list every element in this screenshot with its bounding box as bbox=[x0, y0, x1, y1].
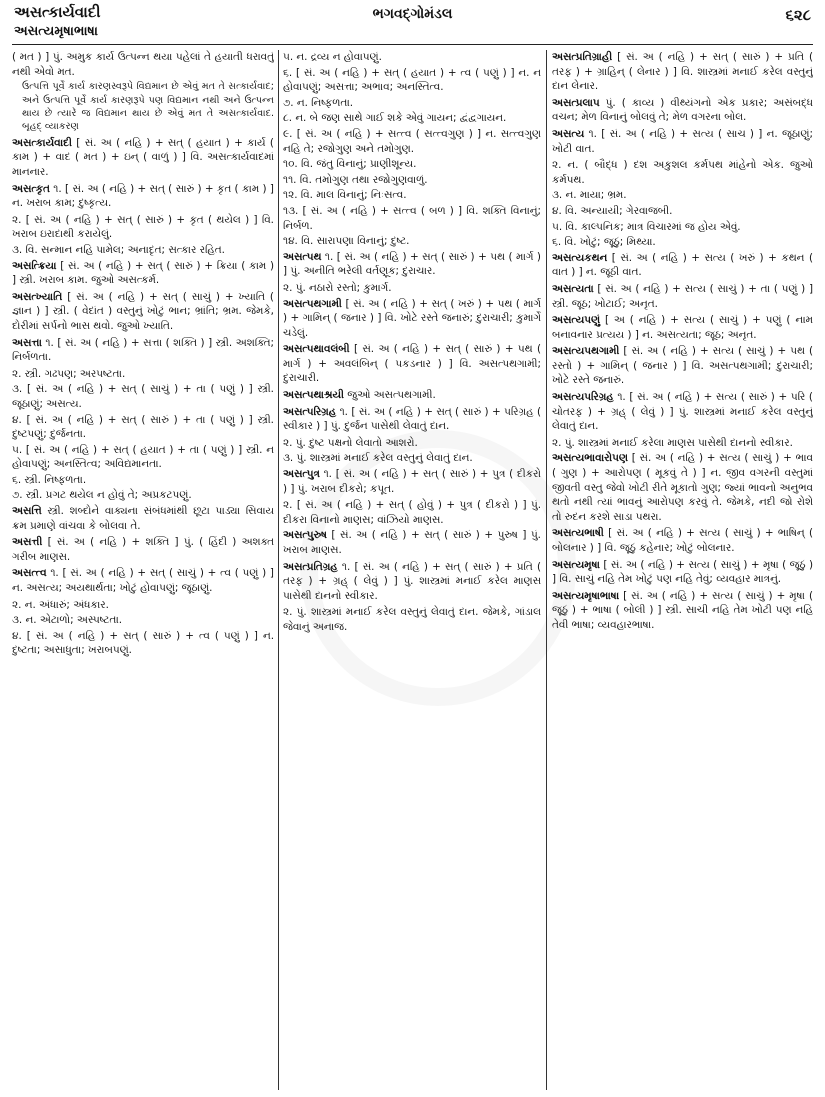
dictionary-entry bbox=[552, 526, 813, 555]
entry-sense bbox=[283, 204, 541, 233]
headword: અસત્પ્રતિગ્રહ bbox=[283, 560, 338, 573]
dictionary-entry bbox=[12, 535, 274, 564]
dictionary-entry bbox=[552, 344, 813, 388]
dictionary-entry bbox=[12, 504, 274, 533]
dictionary-entry bbox=[283, 405, 541, 434]
definition-text: [ સં. અ ( નહિ ) + સત્ ( ખરું ) + પથ ( માર્ગ ) + ગામિન્ ( જનાર ) ] વિ. ખોટે રસ્તે જનારું; દુરાચારી; કુમાર્ગે ચડેલું. bbox=[283, 297, 541, 339]
definition-text: [ સં. અ ( નહિ ) + સત્ય ( સાચું ) + મૃષા ( જૂઠું ) + ભાષા ( બોલી ) ] સ્ત્રી. સાચી નહિ તેમ ખોટી પણ નહિ તેવી ભાષા; વ્યવહારભાષા. bbox=[552, 589, 813, 631]
definition-text: ૧૩. [ સં. અ ( નહિ ) + સત્ત્વ ( બળ ) ] વિ. શક્તિ વિનાનું; નિર્બળ. bbox=[283, 204, 541, 232]
headword: અસત્ખ્યાતિ bbox=[12, 290, 63, 303]
headword: અસત્ત્વ bbox=[12, 567, 47, 580]
definition-text: [ સં. અ ( નહિ ) + સત્ ( સારું ) + પુરુષ ] પું. ખરાબ માણસ. bbox=[283, 529, 541, 556]
definition-text: ૩. ન. એટાળો; અસ્પષ્ટતા. bbox=[12, 614, 123, 627]
definition-text: જુઓ અસત્પથગામી. bbox=[343, 389, 436, 402]
definition-text: [ સં. અ ( નહિ ) + સત્ય ( સાચું ) + મૃષા ( જૂઠું ) ] વિ. સાચું નહિ તેમ ખોટું પણ નહિ તેવું; વ્યવહાર માત્રનું. bbox=[552, 558, 813, 586]
entry-sense bbox=[283, 111, 541, 126]
dictionary-entry bbox=[552, 127, 813, 156]
definition-text: ૧. [ સં. અ ( નહિ ) + સત્ ( સારું ) + પથ ( માર્ગ ) ] પું. અનીતિ ભરેલી વર્તણૂક; દુરાચાર. bbox=[283, 250, 541, 278]
headword: અસત્યમૃષા bbox=[552, 558, 600, 571]
headword: અસત્યપણું bbox=[552, 314, 601, 327]
definition-text: સ્ત્રી. શબ્દોને વાક્યના સંબંધમાંથી છૂટા પાડ્યા સિવાય ક્રમ પ્રમાણે વાંચવા કે બોલવા તે. bbox=[12, 505, 274, 532]
dictionary-entry bbox=[283, 250, 541, 279]
headword: અસત્યપરિગ્રહ bbox=[552, 391, 614, 404]
headword: અસત્યભાષી bbox=[552, 527, 604, 540]
entry-note bbox=[22, 80, 274, 134]
entry-sense bbox=[12, 613, 274, 628]
entry-sense bbox=[283, 281, 541, 296]
definition-text: ૨. પું. દુષ્ટ પક્ષનો લેવાતો આશરો. bbox=[283, 436, 418, 449]
dictionary-entry bbox=[552, 282, 813, 311]
headword: અસત્પ્રલાપ bbox=[552, 96, 600, 109]
entry-sense bbox=[552, 235, 813, 250]
entry-sense bbox=[12, 243, 274, 258]
definition-text: ઉત્પત્તિ પૂર્વે કાર્ય કારણસ્વરૂપે વિદ્યમાન છે એવું મત તે સત્કાર્યવાદ; અને ઉત્પત્તિ પૂર્વે કાર્ય કારણરૂપે પણ વિદ્યમાન નથી અને ઉત્પન્ન થાય છે ત્યારે જ વિદ્યમાન થાય છે એવું મત તે અસત્કાર્યવાદ. બૃહદ્ વ્યાકરણ bbox=[22, 81, 274, 133]
headword: અસત્પથાશ્રયી bbox=[283, 389, 344, 402]
definition-text: ૩. [ સં. અ ( નહિ ) + સત્ ( સાચું ) + તા ( પણું ) ] સ્ત્રી. જૂઠાણું; અસત્ય. bbox=[12, 383, 274, 410]
definition-text: ૬. [ સં. અ ( નહિ ) + સત્ ( હયાત ) + ત્વ ( પણું ) ] ન. ન હોવાપણું; અસત્તા; અભાવ; અનસ્તિત્વ. bbox=[283, 66, 541, 94]
entry-sense bbox=[12, 382, 274, 411]
dictionary-entry bbox=[12, 136, 274, 180]
definition-text: [ સં. અ ( નહિ ) + સત્ય ( સાચું ) + તા ( પણું ) ] સ્ત્રી. જૂઠ; ખોટાઈ; અનૃત. bbox=[552, 282, 813, 310]
definition-text: ૨. ન. અંધારું; અંધકાર. bbox=[12, 598, 109, 611]
entry-sense bbox=[12, 629, 274, 658]
definition-text: ૧૨. વિ. માલ વિનાનું; નિઃસત્વ. bbox=[283, 189, 407, 202]
definition-text: ૩. પું. શાસ્ત્રમાં મનાઈ કરેલ વસ્તુનું લેવાતું દાન. bbox=[283, 452, 473, 465]
definition-text: ૨. પું. શાસ્ત્રમાં મનાઈ કરેલ વસ્તુનું લેવાતું દાન. જેમકે, ગાંડાલ જેવાનું અનાજ. bbox=[283, 606, 541, 633]
entry-sense bbox=[283, 173, 541, 188]
headword: અસત્તિ bbox=[12, 505, 42, 518]
dictionary-entry bbox=[12, 336, 274, 365]
dictionary-entry bbox=[283, 528, 541, 557]
dictionary-entry bbox=[12, 290, 274, 334]
entry-sense bbox=[552, 436, 813, 451]
column-2 bbox=[283, 50, 541, 1090]
entry-sense bbox=[552, 220, 813, 235]
headword: અસત્પુત્ર bbox=[283, 468, 320, 481]
dictionary-entry bbox=[12, 566, 274, 595]
headword: અસત્પથગામી bbox=[283, 297, 342, 310]
entry-sense bbox=[12, 50, 274, 79]
dictionary-entry bbox=[552, 251, 813, 280]
definition-text: [ સં. અ ( નહિ ) + સત્ ( સારું ) + ક્રિયા ( કામ ) ] સ્ત્રી. ખરાબ કામ. જુઓ અસત્કર્મ. bbox=[12, 259, 274, 287]
definition-text: પું. ( કાવ્ય ) વીથ્યંગનો એક પ્રકાર; અસંબદ્ધ વચન; મેળ વિનાનું બોલવું તે; મેળ વગરના બોલ. bbox=[552, 96, 813, 124]
entry-sense bbox=[283, 498, 541, 527]
column-3 bbox=[552, 50, 813, 1090]
definition-text: ૩. વિ. સન્માન નહિ પામેલ; અનાદૃત; સત્કાર રહિત. bbox=[12, 243, 225, 256]
definition-text: ૧. [ સં. અ ( નહિ ) + સત્ ( સારું ) + કૃત ( કામ ) ] ન. ખરાબ કામ; દુષ્કૃત્ય. bbox=[12, 182, 274, 210]
definition-text: ૧. [ સં. અ ( નહિ ) + સત્તા ( શક્તિ ) ] સ્ત્રી. અશક્તિ; નિર્બળતા. bbox=[12, 336, 274, 364]
definition-text: [ સં. અ ( નહિ ) + સત્ય ( સાચું ) + ભાષિન્ ( બોલનાર ) ] વિ. જૂઠું કહેનાર; ખોટું બોલનાર. bbox=[552, 527, 813, 554]
definition-text: ૨. સ્ત્રી. ગઢપણ; અરપષ્ટતા. bbox=[12, 367, 126, 380]
columns bbox=[12, 50, 813, 1090]
dictionary-entry bbox=[552, 96, 813, 125]
definition-text: ૩. ન. માયા; ભ્રમ. bbox=[552, 189, 627, 202]
headword: અસત્યકથન bbox=[552, 251, 608, 264]
definition-text: ૨. [ સં. અ ( નહિ ) + સત્ ( હોવું ) + પુત્ર ( દીકરો ) ] પું. દીકરા વિનાનો માણસ; વાંઝિયો માણસ. bbox=[283, 499, 541, 526]
entry-sense bbox=[12, 473, 274, 488]
entry-sense bbox=[283, 96, 541, 111]
entry-sense bbox=[283, 188, 541, 203]
dictionary-entry bbox=[552, 589, 813, 633]
definition-text: ૫. ન. દ્રવ્ય ન હોવાપણું. bbox=[283, 51, 382, 63]
entry-sense bbox=[12, 443, 274, 472]
definition-text: ૧. [ સં. અ ( નહિ ) + સત્ય ( સારું ) + પરિ ( ચોતરફ ) + ગ્રહ્ ( લેવું ) ] પું. શાસ્ત્રમાં મનાઈ કરેલ વસ્તુનું લેવાતું દાન. bbox=[552, 391, 813, 433]
definition-text: ૬. સ્ત્રી. નિષ્ફળતા. bbox=[12, 473, 87, 486]
headword: અસત્કૃત bbox=[12, 182, 50, 195]
entry-sense bbox=[12, 488, 274, 503]
definition-text: ૧૦. વિ. જંતુ વિનાનું; પ્રાણીશૂન્ય. bbox=[283, 158, 417, 171]
definition-text: [ સં. અ ( નહિ ) + સત્ ( સાચું ) + ખ્યાતિ ( જ્ઞાન ) ] સ્ત્રી. ( વેદાંત ) વસ્તુનું ખોટું ભાન; ભ્રાંતિ; ભ્રમ. જેમકે, દોરીમાં સર્પનો ભાસ થવો. જુઓ ખ્યાતિ. bbox=[12, 290, 274, 332]
definition-text: ૭. ન. નિષ્ફળતા. bbox=[283, 96, 354, 109]
definition-text: ( મત ) ] પું. અમુક કાર્ય ઉત્પન્ન થયા પહેલાં તે હયાતી ધરાવતું નથી એવો મત. bbox=[12, 51, 274, 78]
definition-text: ૨. [ સં. અ ( નહિ ) + સત્ ( સારું ) + કૃત ( થયેલ ) ] વિ. ખરાબ ઇરાદાથી કરાયેલું. bbox=[12, 213, 274, 241]
definition-text: ૧. [ સં. અ ( નહિ ) + સત્ ( સાચું ) + ત્વ ( પણું ) ] ન. અસત્ય; અયથાર્થતા; ખોટું હોવાપણું; જૂઠાણું. bbox=[12, 567, 274, 595]
definition-text: [ સં. અ ( નહિ ) + સત્ય ( સાચું ) + ભાવ ( ગુણ ) + આરોપણ ( મૂકવું તે ) ] ન. જીવ વગરની વસ્તુમાં જીવતી વસ્તુ જેવો ખોટી રીતે મૂકાતો ગુણ; જ્યાં ભાવનો અનુભવ થતો નથી ત્યાં ભાવનું આરોપણ કરવું તે. જેમકે, નદી જો રોશે તો રુદન કરશે સાડા પથરા. bbox=[552, 452, 813, 523]
guide-word-last: અસત્યમૃષાભાષા bbox=[14, 24, 98, 39]
definition-text: ૮. ન. બે જણ સાથે ગાઈ શકે એવું ગાયન; દ્વંદ્વગાયન. bbox=[283, 112, 507, 125]
dictionary-entry bbox=[552, 390, 813, 434]
definition-text: ૪. [ સં. અ ( નહિ ) + સત્ ( સારું ) + ત્વ ( પણું ) ] ન. દુષ્ટતા; અસાધુતા; ખરાબપણું. bbox=[12, 629, 274, 657]
definition-text: [ સં. અ ( નહિ ) + સત્ય ( સાચું ) + પથ ( રસ્તો ) + ગામિન્ ( જનાર ) ] વિ. અસત્પથગામી; દુરાચારી; ખોટે રસ્તે જનારું. bbox=[552, 345, 813, 387]
headword: અસત્ક્રિયા bbox=[12, 259, 57, 272]
dictionary-entry bbox=[283, 467, 541, 496]
entry-sense bbox=[283, 66, 541, 95]
headword: અસત્પુરુષ bbox=[283, 529, 327, 542]
headword: અસત્યપથગામી bbox=[552, 345, 620, 358]
page-header bbox=[12, 4, 813, 45]
definition-text: ૧૪. વિ. સારાપણા વિનાનું; દુષ્ટ. bbox=[283, 235, 410, 248]
entry-sense bbox=[283, 605, 541, 634]
entry-sense bbox=[283, 157, 541, 172]
definition-text: ૨. પું. શાસ્ત્રમાં મનાઈ કરેલા માણસ પાસેથી દાનનો સ્વીકાર. bbox=[552, 436, 793, 449]
definition-text: ૫. [ સં. અ ( નહિ ) + સત્ ( હયાત ) + તા ( પણું ) ] સ્ત્રી. ન હોવાપણું; અનસ્તિત્વ; અવિદ્યમાનતા. bbox=[12, 443, 274, 471]
headword: અસત્તા bbox=[12, 336, 42, 349]
column-1 bbox=[12, 50, 274, 1090]
guide-word-first: અસત્કાર્યવાદી bbox=[14, 3, 101, 21]
dictionary-entry bbox=[552, 50, 813, 94]
definition-text: ૪. વિ. અન્યાયી; ગેરવાજબી. bbox=[552, 204, 673, 217]
definition-text: ૧૧. વિ. તમોગુણ તથા રજોગુણવાળું. bbox=[283, 173, 428, 186]
headword: અસત્પથ bbox=[283, 250, 322, 263]
headword: અસત્યતા bbox=[552, 282, 594, 295]
entry-sense bbox=[552, 188, 813, 203]
dictionary-entry bbox=[552, 451, 813, 524]
dictionary-entry bbox=[283, 560, 541, 604]
dictionary-entry bbox=[552, 313, 813, 342]
definition-text: ૭. સ્ત્રી. પ્રગટ થયેલ ન હોવું તે; અપ્રકટપણું. bbox=[12, 489, 192, 502]
headword: અસત્ય bbox=[552, 127, 585, 140]
headword: અસત્પથાવલંબી bbox=[283, 343, 350, 356]
entry-sense bbox=[12, 598, 274, 613]
dictionary-entry bbox=[283, 388, 541, 403]
page-title: ભગવદ્ગોમંડલ bbox=[372, 6, 453, 22]
entry-sense bbox=[12, 367, 274, 382]
headword: અસત્કાર્યવાદી bbox=[12, 136, 72, 149]
definition-text: ૫. વિ. કાલ્પનિક; માત્ર વિચારમાં જ હોય એવું. bbox=[552, 220, 741, 233]
definition-text: [ સં. અ ( નહિ ) + સત્ય ( ખરું ) + કથન ( વાત ) ] ન. જૂઠી વાત. bbox=[552, 251, 813, 279]
entry-sense bbox=[552, 204, 813, 219]
entry-sense bbox=[552, 158, 813, 187]
definition-text: ૬. વિ. ખોટું; જૂઠું; મિથ્યા. bbox=[552, 236, 656, 249]
dictionary-entry bbox=[283, 342, 541, 386]
definition-text: [ સં. અ ( નહિ ) + સત્ ( સારું ) + પ્રતિ ( તરફ ) + ગ્રાહિન્ ( લેનાર ) ] વિ. શાસ્ત્રમાં મનાઈ કરેલ વસ્તુનું દાન લેનાર. bbox=[552, 51, 813, 93]
definition-text: ૧. [ સં. અ ( નહિ ) + સત્ ( સારું ) + પુત્ર ( દીકરો ) ] પું. ખરાબ દીકરો; કપૂત. bbox=[283, 468, 541, 495]
definition-text: ૪. [ સં. અ ( નહિ ) + સત્ ( સારું ) + તા ( પણું ) ] સ્ત્રી. દુષ્ટપણું; દુર્જનતા. bbox=[12, 413, 274, 441]
definition-text: ૨. પું. નઠારો રસ્તો; કુમાર્ગ. bbox=[283, 281, 392, 294]
page-number: ૬૨૮ bbox=[785, 6, 811, 24]
entry-sense bbox=[12, 213, 274, 242]
dictionary-entry bbox=[12, 182, 274, 211]
headword: અસત્પ્રતિગ્રાહી bbox=[552, 51, 613, 63]
dictionary-entry bbox=[12, 259, 274, 288]
definition-text: ૧. [ સં. અ ( નહિ ) + સત્ ( સારું ) + પરિગ્રહ ( સ્વીકાર ) ] પું. દુર્જન પાસેથી લેવાતું દાન. bbox=[283, 405, 541, 433]
entry-sense bbox=[283, 451, 541, 466]
definition-text: ૧. [ સં. અ ( નહિ ) + સત્ય ( સાચ ) ] ન. જૂઠાણું; ખોટી વાત. bbox=[552, 127, 813, 155]
entry-sense bbox=[12, 413, 274, 442]
entry-sense bbox=[283, 234, 541, 249]
entry-sense bbox=[283, 127, 541, 156]
headword: અસત્તી bbox=[12, 536, 43, 549]
definition-text: [ અ ( નહિ ) + સત્ય ( સાચું ) + પણું ( નામ બનાવનાર પ્રત્યય ) ] ન. અસત્યતા; જૂઠ; અનૃત. bbox=[552, 314, 813, 341]
definition-text: ૨. ન. ( બૌદ્ધ ) દશ અકુશલ કર્મપથ માંહેનો એક. જુઓ કર્મપથ. bbox=[552, 159, 813, 186]
definition-text: ૧. [ સં. અ ( નહિ ) + સત્ ( સારું ) + પ્રતિ ( તરફ ) + ગ્રહ્ ( લેવું ) ] પું. શાસ્ત્રમાં મનાઈ કરેલ માણસ પાસેથી દાનનો સ્વીકાર. bbox=[283, 560, 541, 602]
headword: અસત્યભાવારોપણ bbox=[552, 452, 628, 465]
definition-text: [ સં. અ ( નહિ ) + સત્ ( હયાત ) + કાર્ય ( કામ ) + વાદ ( મત ) + ઇન્ ( વાળું ) ] વિ. અસત્કાર્યવાદમાં માનનાર. bbox=[12, 136, 274, 178]
definition-text: [ સં. અ ( નહિ ) + શક્તિ ] પું. ( હિંદી ) અશક્ત ગરીબ માણસ. bbox=[12, 536, 274, 563]
headword: અસત્યમૃષાભાષા bbox=[552, 589, 620, 602]
headword: અસત્પરિગ્રહ bbox=[283, 405, 337, 418]
entry-sense bbox=[283, 50, 541, 65]
dictionary-entry bbox=[552, 558, 813, 587]
definition-text: [ સં. અ ( નહિ ) + સત્ ( સારું ) + પથ ( માર્ગ ) + અવલંબિન્ ( પકડનાર ) ] વિ. અસત્પથગામી; દુરાચારી. bbox=[283, 343, 541, 385]
dictionary-entry bbox=[283, 297, 541, 341]
entry-sense bbox=[283, 436, 541, 451]
definition-text: ૯. [ સં. અ ( નહિ ) + સત્ત્વ ( સત્ત્વગુણ ) ] ન. સત્ત્વગુણ નહિ તે; રજોગુણ અને તમોગુણ. bbox=[283, 127, 541, 155]
